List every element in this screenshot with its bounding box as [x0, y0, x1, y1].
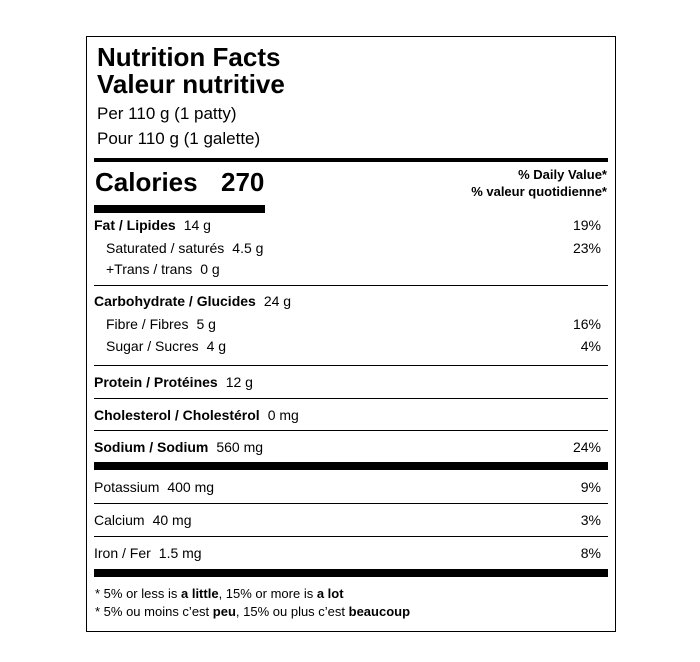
nutrient-daily-value: 4% [580, 338, 601, 354]
divider [94, 503, 608, 504]
nutrient-amount: 400 mg [167, 479, 215, 495]
thick-divider-top [94, 158, 608, 162]
footnote-emphasis: a lot [316, 586, 344, 601]
nutrient-row-sodium [87, 437, 615, 457]
nutrient-amount: 560 mg [216, 439, 264, 455]
divider [94, 536, 608, 537]
nutrient-daily-value: 23% [572, 240, 601, 256]
nutrient-row-cholesterol [87, 405, 615, 425]
nutrient-row-fibre [87, 314, 615, 334]
footnote-text: * 5% ou moins c’est [95, 604, 213, 619]
nutrient-row-fat [87, 215, 615, 235]
nutrient-label: Fat / Lipides [94, 217, 176, 233]
nutrient-row-saturated [87, 238, 615, 258]
nutrient-row-sugar [87, 336, 615, 356]
footnote-emphasis: peu [212, 604, 236, 619]
nutrient-daily-value: 16% [572, 316, 601, 332]
nutrient-label: Calcium [94, 512, 145, 528]
nutrient-row-protein [87, 372, 615, 392]
title-english: Nutrition Facts [97, 42, 281, 72]
footnote-french [95, 603, 410, 621]
nutrient-label: Sodium / Sodium [94, 439, 209, 455]
nutrient-amount: 0 g [200, 261, 220, 277]
serving-size-english: Per 110 g (1 patty) [97, 104, 237, 123]
nutrient-amount: 4 g [206, 338, 227, 354]
nutrient-label: Protein / Protéines [94, 374, 218, 390]
nutrient-daily-value: 19% [572, 217, 601, 233]
footnote-text: * 5% or less is [95, 586, 181, 601]
footnote-text: , 15% or more is [218, 586, 317, 601]
nutrient-daily-value: 9% [580, 479, 601, 495]
nutrient-row-carbohydrate [87, 291, 615, 311]
footnote-text: , 15% ou plus c’est [235, 604, 349, 619]
nutrient-label: Fibre / Fibres [106, 316, 189, 332]
nutrient-amount: 4.5 g [232, 240, 264, 256]
nutrient-daily-value: 8% [580, 545, 601, 561]
nutrient-daily-value: 24% [572, 439, 601, 455]
footnote-english [95, 585, 344, 603]
footnote-emphasis: a little [180, 586, 219, 601]
nutrient-daily-value: 3% [580, 512, 601, 528]
nutrient-label: Carbohydrate / Glucides [94, 293, 256, 309]
divider [94, 285, 608, 286]
nutrient-label: Potassium [94, 479, 160, 495]
daily-value-header-french: % valeur quotidienne* [471, 184, 607, 199]
thick-divider-minerals [94, 462, 608, 470]
divider [94, 398, 608, 399]
serving-size-french: Pour 110 g (1 galette) [97, 129, 261, 148]
nutrient-row-iron [87, 543, 615, 563]
nutrient-row-potassium [87, 477, 615, 497]
divider [94, 365, 608, 366]
nutrient-label: +Trans / trans [106, 261, 193, 277]
nutrient-row-calcium [87, 510, 615, 530]
calories-underline-bar [94, 205, 265, 213]
nutrient-label: Saturated / saturés [106, 240, 225, 256]
footnote-emphasis: beaucoup [348, 604, 411, 619]
nutrient-amount: 1.5 mg [158, 545, 202, 561]
nutrient-amount: 5 g [196, 316, 216, 332]
calories-label: Calories [95, 167, 198, 197]
daily-value-header-english: % Daily Value* [518, 167, 607, 182]
nutrient-amount: 24 g [263, 293, 292, 309]
calories-value: 270 [221, 167, 265, 197]
nutrient-label: Sugar / Sucres [106, 338, 199, 354]
title-french: Valeur nutritive [97, 69, 285, 99]
nutrient-label: Cholesterol / Cholestérol [94, 407, 260, 423]
nutrient-amount: 14 g [183, 217, 211, 233]
nutrition-facts-label [86, 36, 616, 632]
nutrient-amount: 12 g [225, 374, 253, 390]
divider [94, 430, 608, 431]
nutrient-amount: 40 mg [152, 512, 192, 528]
nutrient-label: Iron / Fer [94, 545, 151, 561]
nutrient-row-trans [87, 259, 615, 279]
thick-divider-bottom [94, 569, 608, 577]
nutrient-amount: 0 mg [267, 407, 299, 423]
